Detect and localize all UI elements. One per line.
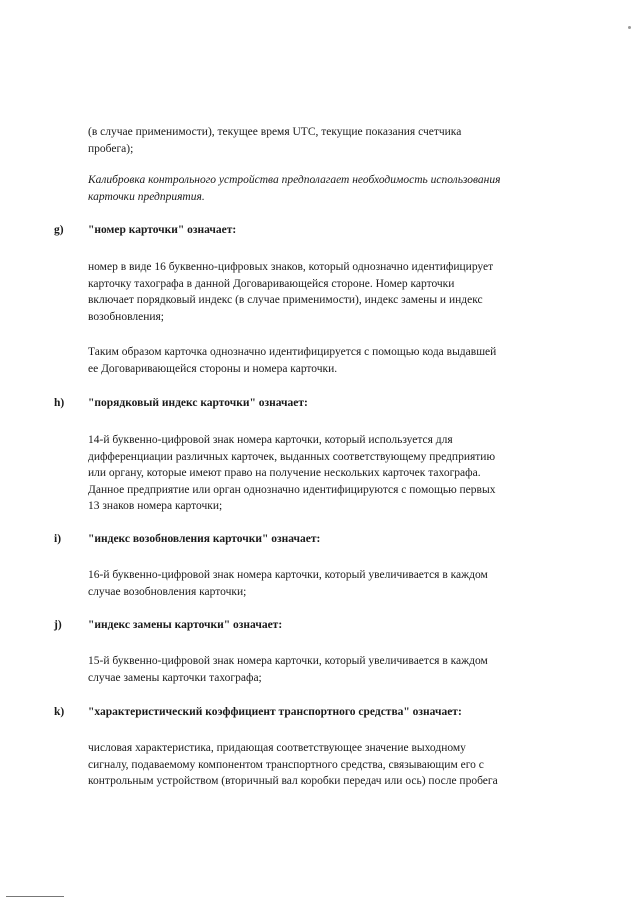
page-edge-line — [6, 896, 64, 897]
definition-h-letter: h) — [54, 397, 65, 409]
definition-g-paragraph-2: Таким образом карточка однозначно идентифицируется с помощью кода выдавшей ее Договаривающейся стороны и номера карточки. — [88, 346, 497, 375]
definition-g-letter: g) — [54, 224, 64, 236]
definition-i-term: "индекс возобновления карточки" означает: — [88, 533, 321, 545]
scan-speck — [628, 26, 631, 29]
continuation-paragraph: (в случае применимости), текущее время UTC, текущие показания счетчика пробега); — [88, 126, 462, 155]
definition-k-term: "характеристический коэффициент транспортного средства" означает: — [88, 706, 462, 718]
definition-g-paragraph-1: номер в виде 16 буквенно-цифровых знаков, который однозначно идентифицирует карточку тахографа в данной Договаривающейся стороне. Номер карточки включает порядковый индекс (в случае применимости), индекс замены и индекс возобновления; — [88, 261, 494, 323]
definition-h-paragraph-1: 14-й буквенно-цифровой знак номера карточки, который используется для дифференциации различных карточек, выданных соответствующему предприятию или органу, которые имеют право на получение нескольких карточек тахографа. Данное предприятие или орган однозначно идентифицируются с помощью первых 13 знаков номера карточки; — [88, 434, 496, 512]
definition-g-term: "номер карточки" означает: — [88, 224, 237, 236]
definition-i-letter: i) — [54, 533, 62, 545]
definition-j-letter: j) — [54, 619, 62, 631]
calibration-note: Калибровка контрольного устройства предполагает необходимость использования карточки предприятия. — [88, 174, 501, 203]
definition-j-paragraph-1: 15-й буквенно-цифровой знак номера карточки, который увеличивается в каждом случае замены карточки тахографа; — [88, 655, 488, 684]
definition-h-term: "порядковый индекс карточки" означает: — [88, 397, 308, 409]
definition-k-paragraph-1: числовая характеристика, придающая соответствующее значение выходному сигналу, подаваемому компонентом транспортного средства, связывающим его с контрольным устройством (вторичный вал коробки передач или ось) после пробега — [88, 742, 498, 787]
definition-k-letter: k) — [54, 706, 65, 718]
definition-j-term: "индекс замены карточки" означает: — [88, 619, 283, 631]
definition-i-paragraph-1: 16-й буквенно-цифровой знак номера карточки, который увеличивается в каждом случае возобновления карточки; — [88, 569, 488, 598]
